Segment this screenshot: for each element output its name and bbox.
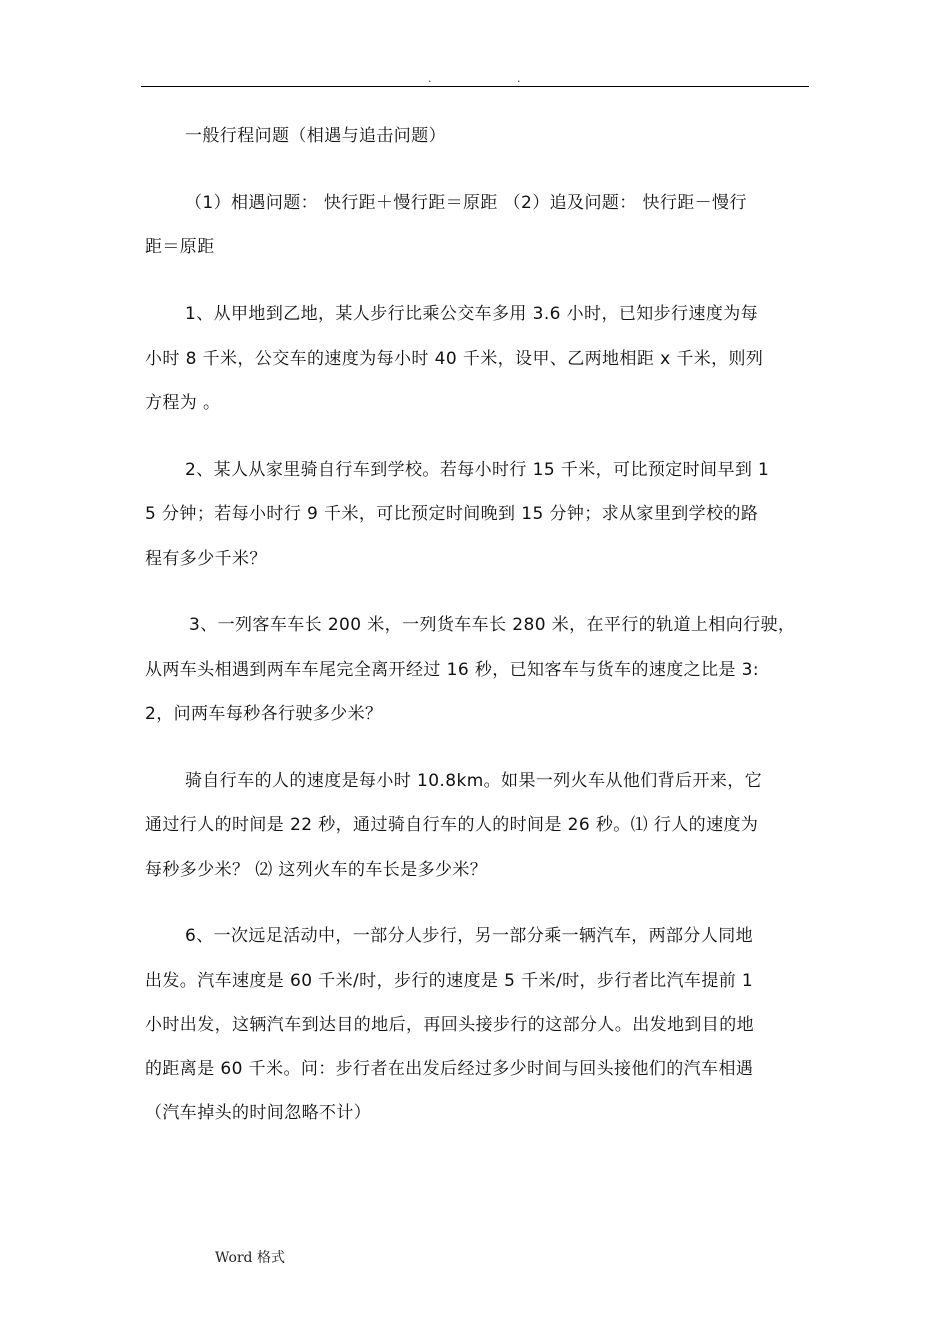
problem-3-line-1: 3、一列客车车长 200 米，一列货车车长 280 米，在平行的轨道上相向行驶， <box>189 615 796 635</box>
intro-line-1: （1）相遇问题： 快行距＋慢行距＝原距 （2）追及问题： 快行距－慢行 <box>185 193 747 213</box>
problem-6-line-2: 出发。汽车速度是 60 千米/时，步行的速度是 5 千米/时，步行者比汽车提前 1 <box>145 971 754 991</box>
intro-line-2: 距＝原距 <box>145 237 215 257</box>
problem-1-line-1: 1、从甲地到乙地，某人步行比乘公交车多用 3.6 小时，已知步行速度为每 <box>185 304 759 324</box>
problem-3-line-3: 2，问两车每秒各行驶多少米？ <box>145 704 383 724</box>
problem-2-line-1: 2、某人从家里骑自行车到学校。若每小时行 15 千米，可比预定时间早到 1 <box>185 460 770 480</box>
header-dot-right: . <box>517 72 521 85</box>
problem-6-line-1: 6、一次远足活动中，一部分人步行，另一部分乘一辆汽车，两部分人同地 <box>185 926 754 946</box>
problem-2-line-3: 程有多少千米？ <box>145 549 267 569</box>
problem-6-line-5: （汽车掉头的时间忽略不计） <box>145 1103 372 1123</box>
problem-6-line-4: 的距离是 60 千米。问：步行者在出发后经过多少时间与回头接他们的汽车相遇 <box>145 1059 754 1079</box>
problem-4-line-2: 通过行人的时间是 22 秒，通过骑自行车的人的时间是 26 秒。⑴ 行人的速度为 <box>145 815 759 835</box>
problem-1-line-2: 小时 8 千米，公交车的速度为每小时 40 千米，设甲、乙两地相距 x 千米，则列 <box>145 349 764 369</box>
problem-4-line-3: 每秒多少米？ ⑵ 这列火车的车长是多少米？ <box>145 860 488 880</box>
footer-label: Word 格式 <box>215 1250 285 1266</box>
header-dot-left: . <box>428 72 432 85</box>
page-title: 一般行程问题（相遇与追击问题） <box>185 126 446 146</box>
problem-4-line-1: 骑自行车的人的速度是每小时 10.8km。如果一列火车从他们背后开来，它 <box>185 771 763 791</box>
problem-6-line-3: 小时出发，这辆汽车到达目的地后，再回头接步行的这部分人。出发地到目的地 <box>145 1015 754 1035</box>
problem-3-line-2: 从两车头相遇到两车车尾完全离开经过 16 秒，已知客车与货车的速度之比是 3: <box>145 660 759 680</box>
header-rule <box>141 86 809 87</box>
problem-1-line-3: 方程为 。 <box>145 393 221 413</box>
header-dots <box>141 72 809 84</box>
problem-2-line-2: 5 分钟；若每小时行 9 千米，可比预定时间晚到 15 分钟；求从家里到学校的路 <box>145 504 759 524</box>
